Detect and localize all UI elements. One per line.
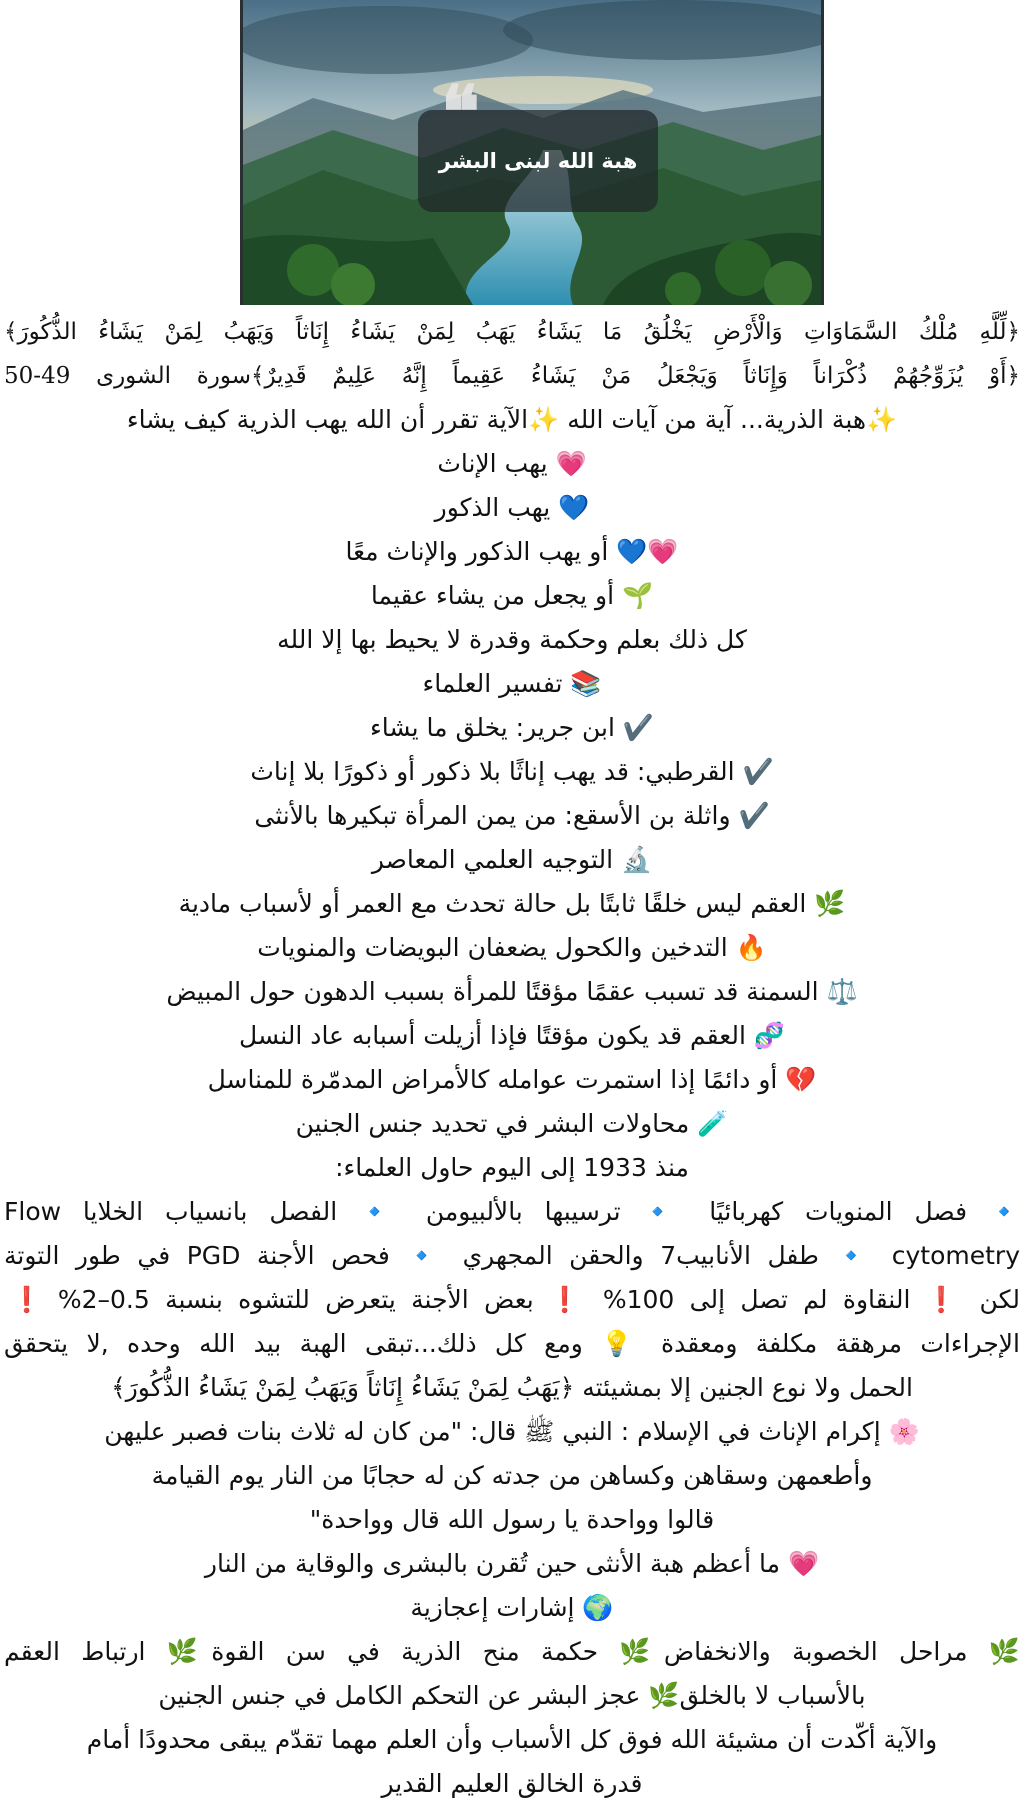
science-line-3: ⚖️ السمنة قد تسبب عقمًا مؤقتًا للمرأة بسبب الدهون حول المبيض (166, 977, 858, 1006)
tafsir-ibn-jarir: ✔️ ابن جرير: يخلق ما يشاء (369, 713, 655, 742)
tafsir-qurtubi: ✔️ القرطبي: قد يهب إناثًا بلا ذكور أو ذكورًا بلا إناث (250, 757, 774, 786)
gives-males-line: 💙 يهب الذكور (434, 493, 590, 522)
quran-verse-line-2: ﴿أَوْ يُزَوِّجُهُمْ ذُكْرَاناً وَإِنَاثاً وَيَجْعَلُ مَنْ يَشَاءُ عَقِيماً إِنَّهُ عَلِيمٌ قَدِيرٌ﴾سورة الشورى 49-50 (4, 363, 1020, 389)
hero-caption: هبة الله لبنى البشر (438, 149, 638, 173)
miracle-line-1: 🌿 مراحل الخصوبة والانخفاض🌿 حكمة منح الذرية في سن القوة🌿 ارتباط العقم (4, 1637, 1020, 1666)
quran-verse-line-1: ﴿لِّلَّهِ مُلْكُ السَّمَاوَاتِ وَالْأَرْضِ يَخْلُقُ مَا يَشَاءُ يَهَبُ لِمَنْ يَشَاءُ إِنَاثاً وَيَهَبُ لِمَنْ يَشَاءُ الذُّكُورَ﴾ (4, 319, 1020, 345)
conclusion-line-2: قدرة الخالق العليم القدير (381, 1769, 643, 1798)
gender-attempts-line-3: لكن ❗ النقاوة لم تصل إلى 100% ❗ بعض الأجنة يتعرض للتشوه بنسبة 0.5–2% ❗ (4, 1285, 1020, 1314)
miracle-heading: 🌍 إشارات إعجازية (410, 1593, 614, 1622)
gives-both-line: 💗💙 أو يهب الذكور والإناث معًا (345, 537, 679, 566)
science-line-2: 🔥 التدخين والكحول يضعفان البويضات والمنويات (257, 933, 767, 962)
science-line-5: 💔 أو دائمًا إذا استمرت عوامله كالأمراض المدمّرة للمناسل (207, 1065, 817, 1094)
science-heading: 🔬 التوجيه العلمي المعاصر (371, 845, 653, 874)
wisdom-line: كل ذلك بعلم وحكمة وقدرة لا يحيط بها إلا الله (277, 625, 747, 654)
gender-attempts-intro: منذ 1933 إلى اليوم حاول العلماء: (335, 1153, 689, 1182)
makes-barren-line: 🌱 أو يجعل من يشاء عقيما (370, 581, 654, 610)
hadith-line-3: قالوا وواحدة يا رسول الله قال وواحدة" (309, 1505, 715, 1534)
post-body (4, 310, 1020, 1815)
gender-attempts-line-4: الإجراءات مرهقة مكلفة ومعقدة 💡 ومع كل ذلك...تبقى الهبة بيد الله وحده ,لا يتحقق (4, 1329, 1020, 1358)
female-gift-line: 💗 ما أعظم هبة الأنثى حين تُقرن بالبشرى والوقاية من النار (204, 1549, 820, 1578)
hero-caption-card (418, 110, 658, 212)
gender-attempts-line-5: الحمل ولا نوع الجنين إلا بمشيئته ﴿يَهَبُ لِمَنْ يَشَاءُ إِنَاثاً وَيَهَبُ لِمَنْ يَشَاءُ الذُّكُورَ﴾ (111, 1373, 913, 1402)
hadith-line-2: وأطعمهن وسقاهن وكساهن من جدته كن له حجابًا من النار يوم القيامة (151, 1461, 873, 1490)
hadith-line-1: 🌸 إكرام الإناث في الإسلام : النبي ﷺ قال: "من كان له ثلاث بنات فصبر عليهن (104, 1417, 920, 1446)
conclusion-line-1: والآية أكّدت أن مشيئة الله فوق كل الأسباب وأن العلم مهما تقدّم يبقى محدودًا أمام (86, 1725, 938, 1754)
gender-attempts-line-2: cytometry 🔹 طفل الأنابيب7 والحقن المجهري 🔹 فحص الأجنة PGD في طور التوتة (4, 1241, 1020, 1270)
science-line-1: 🌿 العقم ليس خلقًا ثابتًا بل حالة تحدث مع العمر أو لأسباب مادية (178, 889, 846, 918)
science-line-4: 🧬 العقم قد يكون مؤقتًا فإذا أزيلت أسبابه عاد النسل (239, 1021, 785, 1050)
tafsir-wathila: ✔️ واثلة بن الأسقع: من يمن المرأة تبكيرها بالأنثى (254, 801, 770, 830)
miracle-line-2: بالأسباب لا بالخلق🌿 عجز البشر عن التحكم الكامل في جنس الجنين (158, 1681, 866, 1710)
gives-females-line: 💗 يهب الإناث (437, 449, 587, 478)
tafsir-heading: 📚 تفسير العلماء (422, 669, 602, 698)
intro-line: ✨هبة الذرية... آية من آيات الله ✨الآية تقرر أن الله يهب الذرية كيف يشاء (126, 405, 898, 434)
gender-attempts-heading: 🧪 محاولات البشر في تحديد جنس الجنين (295, 1109, 729, 1138)
hero-image (240, 0, 824, 305)
gender-attempts-line-1: 🔹 فصل المنويات كهربائيًا 🔹 ترسيبها بالألبيومن 🔹 الفصل بانسياب الخلايا Flow (4, 1197, 1020, 1226)
